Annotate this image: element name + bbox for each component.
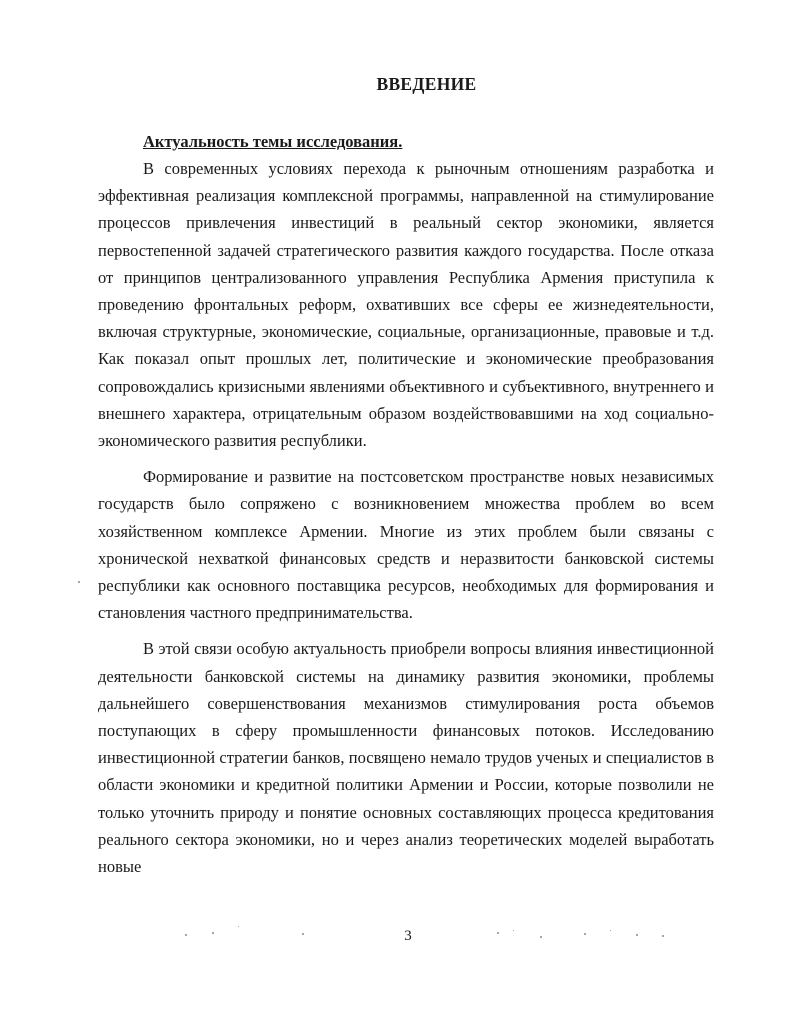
- scan-speck: [302, 933, 304, 935]
- scan-speck: [238, 926, 239, 927]
- paragraph-3: В этой связи особую актуальность приобрели вопросы влияния инвестиционной деятельности банковской системы на динамику развития экономики, проблемы дальнейшего совершенствования механизмов стимулирования роста объемов поступающих в сферу промышленности финансовых потоков. Исследованию инвестиционной стратегии банков, посвящено немало трудов ученых и специалистов в области экономики и кредитной политики Армении и России, которые позволили не только уточнить природу и понятие основных составляющих процесса кредитования реального сектора экономики, но и через анализ теоретических моделей выработать новые: [98, 639, 714, 877]
- scan-speck: [540, 936, 542, 938]
- paragraph-2: Формирование и развитие на постсоветском пространстве новых независимых государств было сопряжено с возникновением множества проблем во всем хозяйственном комплексе Армении. Многие из этих проблем были связаны с хронической нехваткой финансовых средств и неразвитости банковской системы республики как основного поставщика ресурсов, необходимых для формирования и становления частного предпринимательства.: [98, 467, 714, 623]
- page-number: 3: [404, 928, 412, 944]
- section-heading: Актуальность темы исследования.: [143, 132, 403, 151]
- scan-speck: [513, 930, 514, 931]
- document-title: ВВЕДЕНИЕ: [376, 74, 477, 94]
- scan-speck: [636, 934, 638, 936]
- scan-speck: [212, 932, 214, 934]
- scan-speck: [185, 934, 187, 936]
- scan-speck: [662, 935, 664, 937]
- scan-speck: [584, 933, 586, 935]
- scan-speck: [497, 932, 499, 934]
- scan-speck: [610, 930, 611, 931]
- scan-speck: [78, 581, 80, 583]
- paragraph-1: В современных условиях перехода к рыночным отношениям разработка и эффективная реализация комплексной программы, направленной на стимулирование процессов привлечения инвестиций в реальный сектор экономики, является первостепенной задачей стратегического развития каждого государства. После отказа от принципов централизованного управления Республика Армения приступила к проведению фронтальных реформ, охвативших все сферы ее жизнедеятельности, включая структурные, экономические, социальные, организационные, правовые и т.д. Как показал опыт прошлых лет, политические и экономические преобразования сопровождались кризисными явлениями объективного и субъективного, внутреннего и внешнего характера, отрицательным образом воздействовавшими на ход социально-экономического развития республики.: [98, 159, 714, 451]
